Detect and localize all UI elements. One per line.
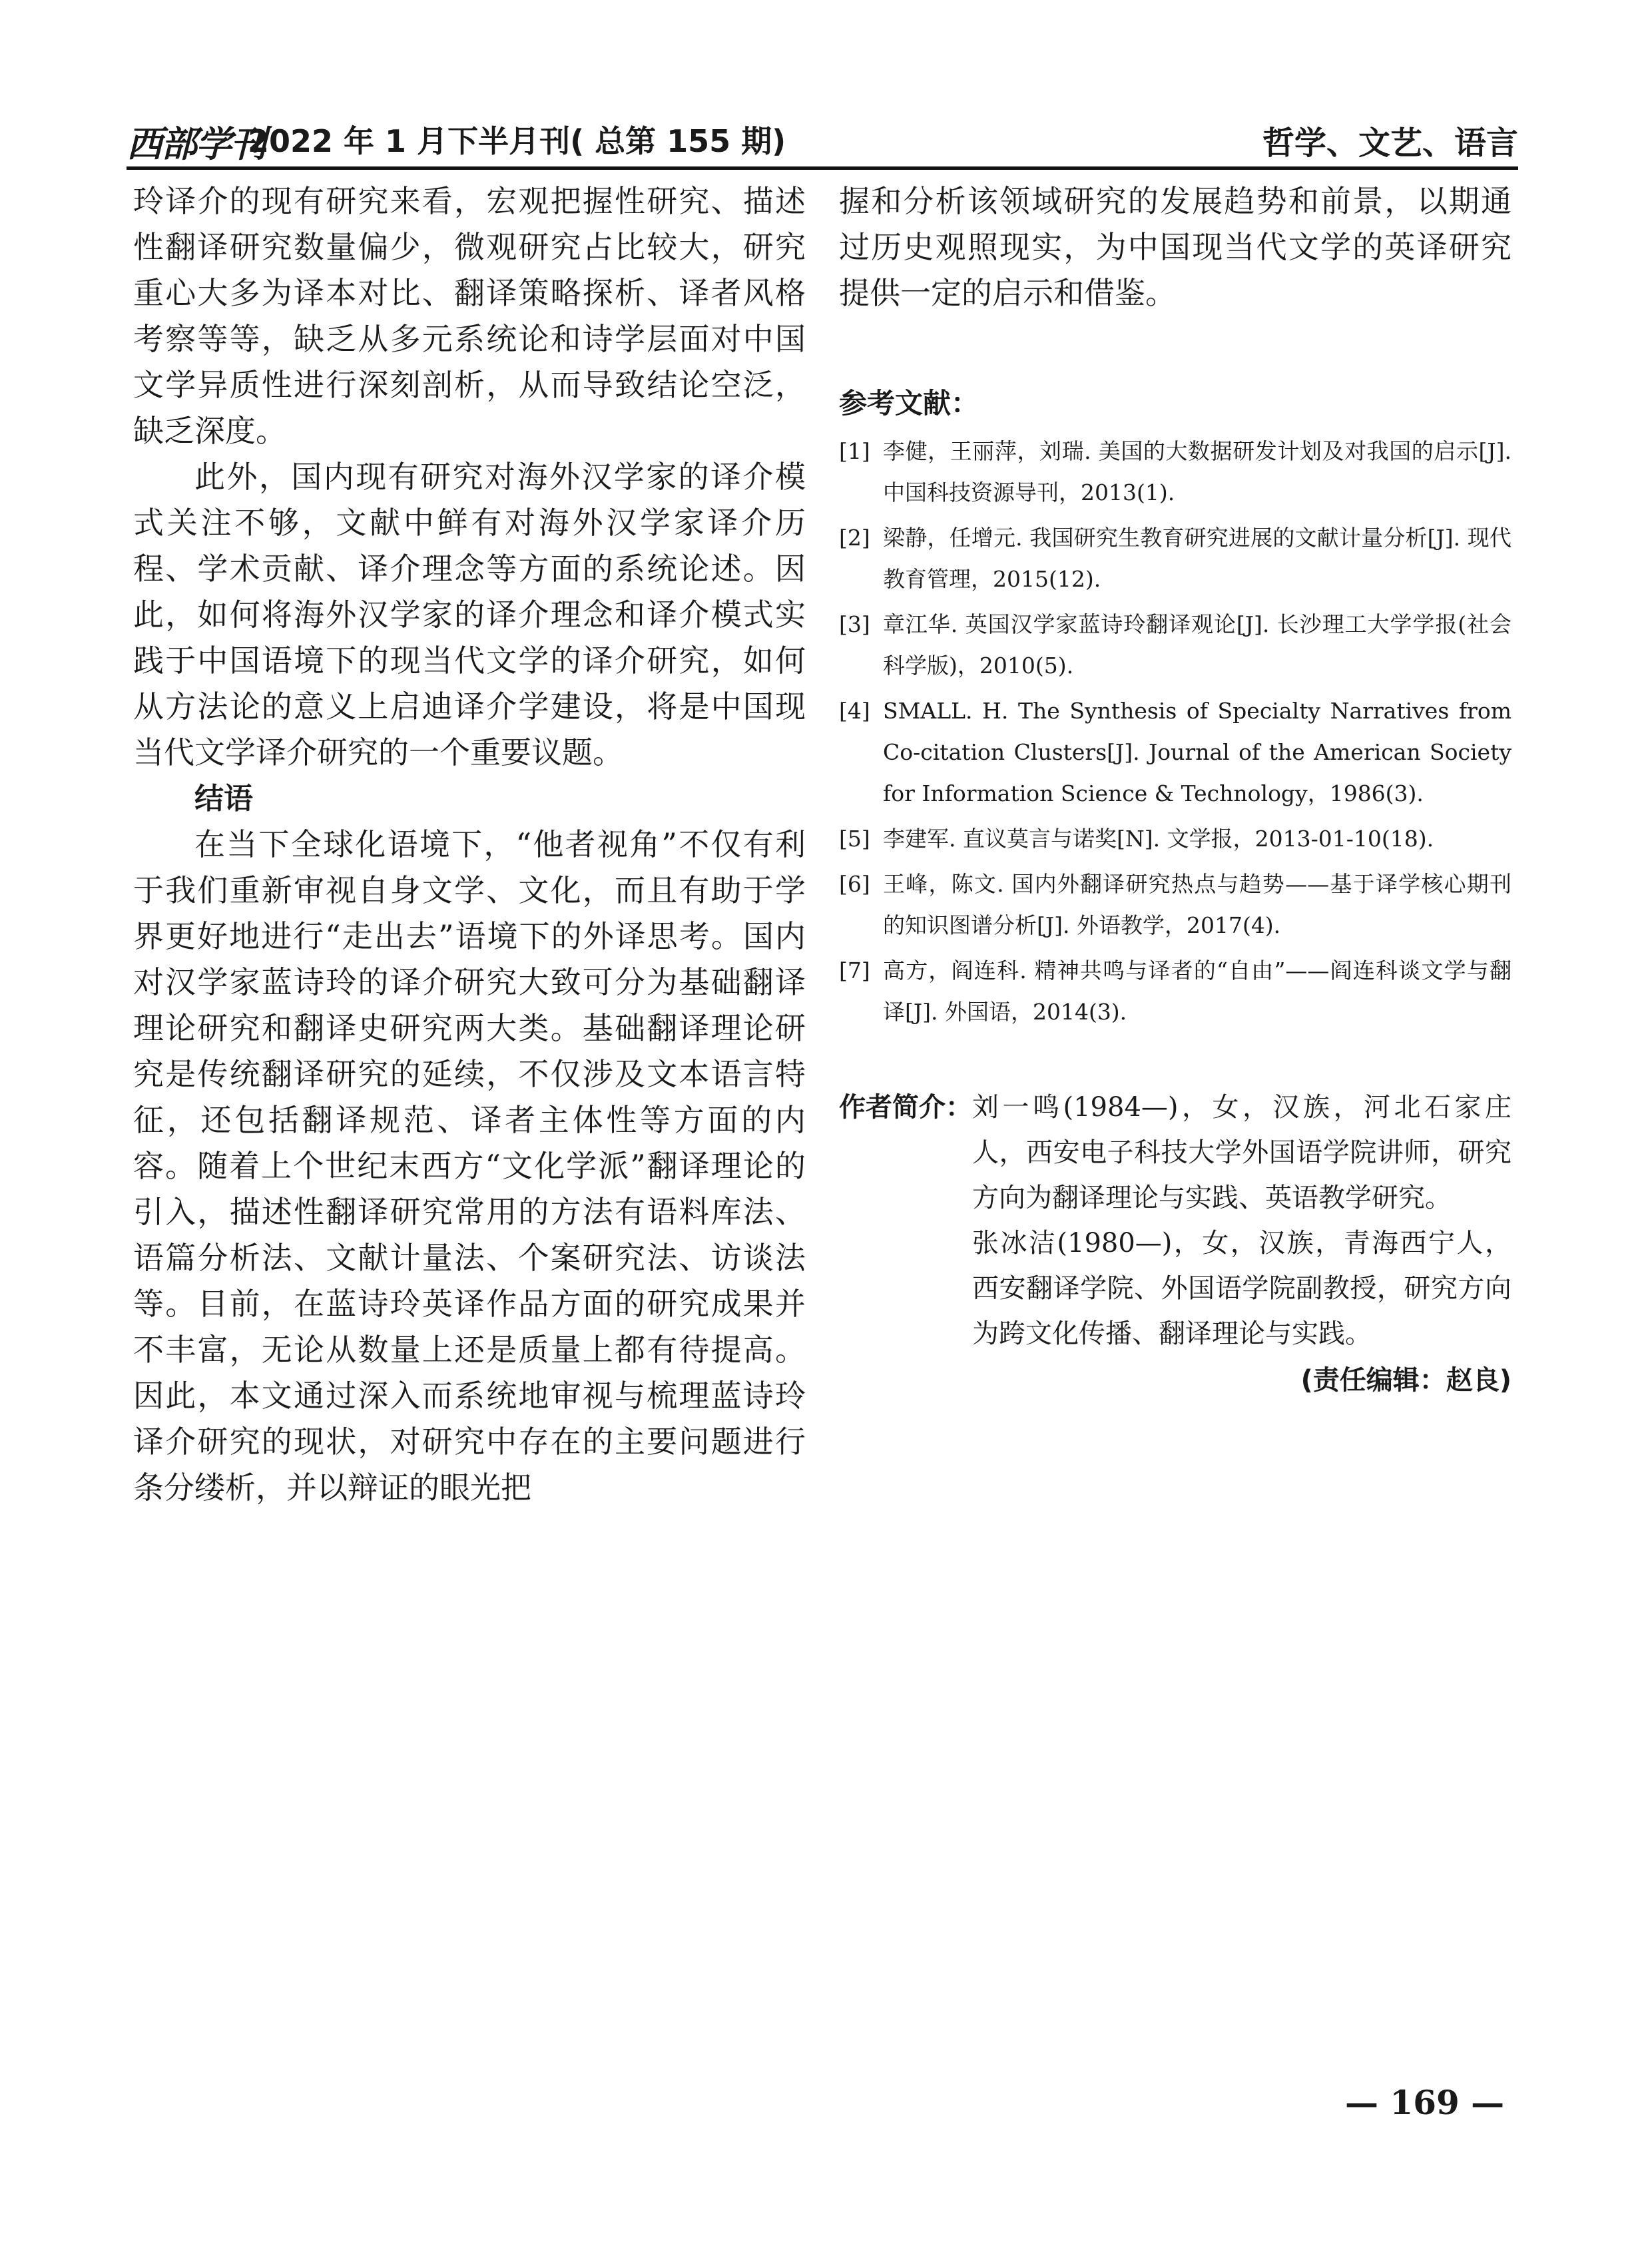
issue-info: 2022 年 1 月下半月刊( 总第 155 期) — [248, 123, 786, 159]
author-bio-1: 刘一鸣(1984—)，女，汉族，河北石家庄人，西安电子科技大学外国语学院讲师，研究方向为翻译理论与实践、英语教学研究。 — [972, 1092, 1512, 1213]
reference-number: [3] — [839, 611, 870, 637]
reference-text: 王峰，陈文. 国内外翻译研究热点与趋势——基于译学核心期刊的知识图谱分析[J]. 外语教学，2017(4). — [883, 871, 1512, 938]
reference-item — [839, 517, 1512, 600]
reference-item — [839, 431, 1512, 513]
reference-item — [839, 604, 1512, 687]
reference-text: 梁静，任增元. 我国研究生教育研究进展的文献计量分析[J]. 现代教育管理，2015(12). — [883, 525, 1512, 592]
reference-number: [2] — [839, 525, 870, 551]
reference-number: [4] — [839, 698, 870, 724]
reference-text: 章江华. 英国汉学家蓝诗玲翻译观论[J]. 长沙理工大学学报(社会科学版)，2010(5). — [883, 611, 1512, 679]
references-heading: 参考文献： — [839, 387, 979, 420]
responsible-editor: (责任编辑：赵良) — [1300, 1365, 1512, 1396]
reference-number: [6] — [839, 871, 870, 897]
body-paragraph-2: 此外，国内现有研究对海外汉学家的译介模式关注不够，文献中鲜有对海外汉学家译介历程、学术贡献、译介理念等方面的系统论述。因此，如何将海外汉学家的译介理念和译介模式实践于中国语境下的现当代文学的译介研究，如何从方法论的意义上启迪译介学建设，将是中国现当代文学译介研究的一个重要议题。 — [133, 459, 806, 770]
body-paragraph-3: 在当下全球化语境下，“他者视角”不仅有利于我们重新审视自身文学、文化，而且有助于学界更好地进行“走出去”语境下的外译思考。国内对汉学家蓝诗玲的译介研究大致可分为基础翻译理论研究和翻译史研究两大类。基础翻译理论研究是传统翻译研究的延续，不仅涉及文本语言特征，还包括翻译规范、译者主体性等方面的内容。随着上个世纪末西方“文化学派”翻译理论的引入，描述性翻译研究常用的方法有语料库法、语篇分析法、文献计量法、个案研究法、访谈法等。目前，在蓝诗玲英译作品方面的研究成果并不丰富，无论从数量上还是质量上都有待提高。因此，本文通过深入而系统地审视与梳理蓝诗玲译介研究的现状，对研究中存在的主要问题进行条分缕析，并以辩证的眼光把 — [133, 826, 806, 1506]
author-info — [839, 1085, 1512, 1356]
right-column — [839, 178, 1512, 1402]
conclusion-heading: 结语 — [194, 782, 253, 816]
header-rule — [127, 166, 1518, 170]
author-info-label: 作者简介： — [839, 1092, 972, 1123]
reference-text: 李健，王丽萍，刘瑞. 美国的大数据研发计划及对我国的启示[J]. 中国科技资源导刊，2013(1). — [883, 438, 1512, 505]
journal-logo: 西部学刊 — [127, 123, 265, 165]
body-paragraph-1: 玲译介的现有研究来看，宏观把握性研究、描述性翻译研究数量偏少，微观研究占比较大，研究重心大多为译本对比、翻译策略探析、译者风格考察等等，缺乏从多元系统论和诗学层面对中国文学异质性进行深刻剖析，从而导致结论空泛，缺乏深度。 — [133, 183, 806, 449]
reference-item — [839, 950, 1512, 1033]
author-bios — [972, 1085, 1512, 1356]
reference-list — [839, 431, 1512, 1033]
reference-item — [839, 864, 1512, 946]
running-header — [127, 112, 1518, 164]
reference-text: 李建军. 直议莫言与诺奖[N]. 文学报，2013-01-10(18). — [883, 826, 1434, 852]
reference-number: [1] — [839, 438, 870, 464]
section-title: 哲学、文艺、语言 — [1262, 125, 1518, 162]
reference-item — [839, 691, 1512, 814]
left-column — [133, 178, 806, 1511]
author-bio-2: 张冰洁(1980—)，女，汉族，青海西宁人，西安翻译学院、外国语学院副教授，研究方向为跨文化传播、翻译理论与实践。 — [972, 1228, 1512, 1349]
reference-item — [839, 818, 1512, 860]
reference-number: [7] — [839, 958, 870, 983]
reference-text: SMALL. H. The Synthesis of Specialty Narratives from Co-citation Clusters[J]. Journal of the American Society for Information Science & Technology，1986(3). — [883, 698, 1512, 806]
reference-text: 高方，阎连科. 精神共鸣与译者的“自由”——阎连科谈文学与翻译[J]. 外国语，2014(3). — [883, 958, 1512, 1025]
body-paragraph-4: 握和分析该领域研究的发展趋势和前景，以期通过历史观照现实，为中国现当代文学的英译研究提供一定的启示和借鉴。 — [839, 183, 1512, 311]
reference-number: [5] — [839, 826, 870, 852]
page-number: — 169 — — [1345, 2083, 1505, 2122]
